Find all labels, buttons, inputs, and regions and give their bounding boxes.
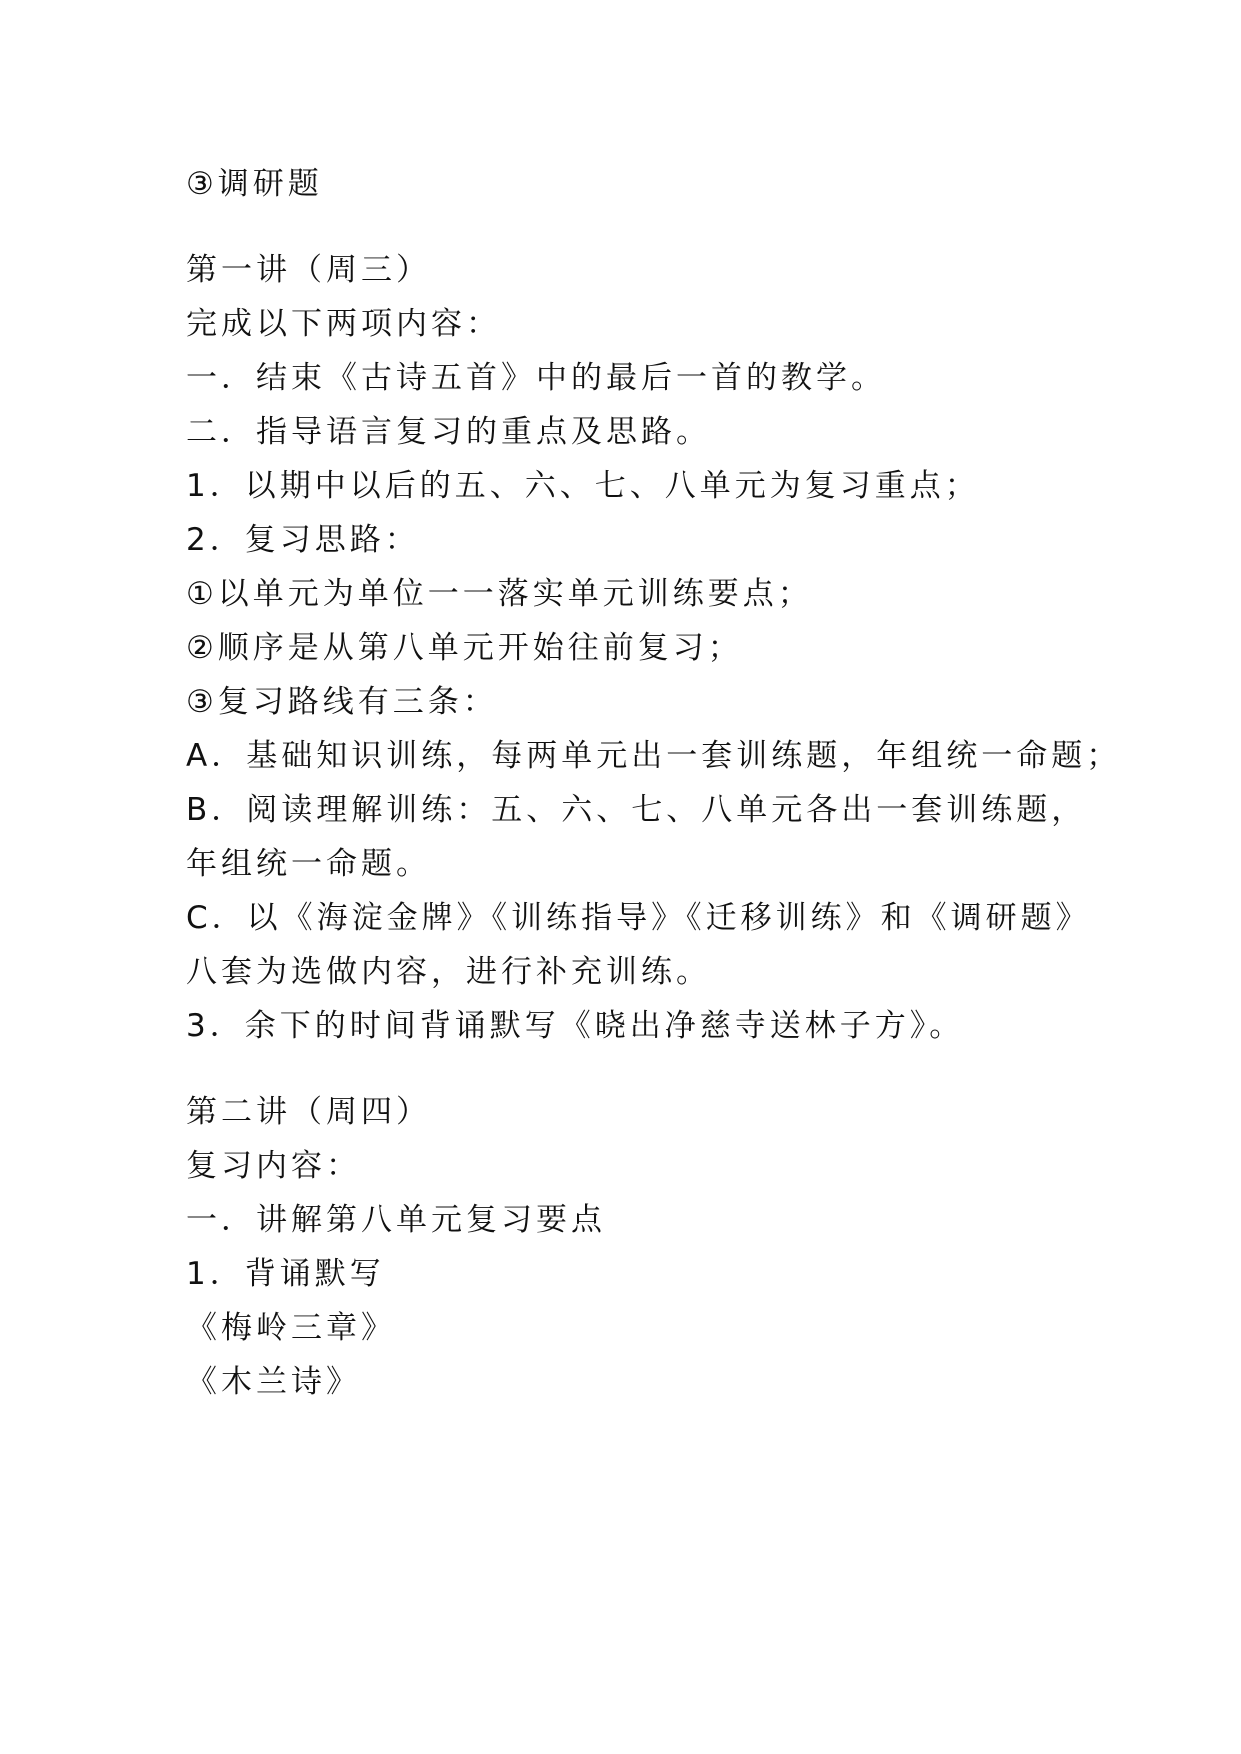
text-line: 1．以期中以后的五、六、七、八单元为复习重点； xyxy=(186,468,980,504)
line-survey-questions: ③调研题 xyxy=(186,166,323,202)
text-line: ②顺序是从第八单元开始往前复习； xyxy=(186,630,743,666)
text-line: C．以《海淀金牌》《训练指导》《迁移训练》和《调研题》 xyxy=(186,900,1091,936)
text-line: 八套为选做内容，进行补充训练。 xyxy=(186,954,711,990)
text-line: 2．复习思路： xyxy=(186,522,420,558)
text-line: A．基础知识训练，每两单元出一套训练题，年组统一命题； xyxy=(186,738,1122,774)
text-line: 一．结束《古诗五首》中的最后一首的教学。 xyxy=(186,360,886,396)
text-line: 一．讲解第八单元复习要点 xyxy=(186,1202,606,1238)
text-line: 完成以下两项内容： xyxy=(186,306,501,342)
text-line: 《梅岭三章》 xyxy=(186,1310,396,1346)
text-line: 复习内容： xyxy=(186,1148,361,1184)
text-line: 年组统一命题。 xyxy=(186,846,431,882)
text-line: 二．指导语言复习的重点及思路。 xyxy=(186,414,711,450)
text-line: ③复习路线有三条： xyxy=(186,684,498,720)
text-line: 1．背诵默写 xyxy=(186,1256,385,1292)
text-line: B．阅读理解训练：五、六、七、八单元各出一套训练题， xyxy=(186,792,1087,828)
section-heading-lecture-1: 第一讲（周三） xyxy=(186,252,431,288)
text-line: ①以单元为单位一一落实单元训练要点； xyxy=(186,576,813,612)
text-line: 3．余下的时间背诵默写《晓出净慈寺送林子方》。 xyxy=(186,1008,965,1044)
section-heading-lecture-2: 第二讲（周四） xyxy=(186,1094,431,1130)
text-line: 《木兰诗》 xyxy=(186,1364,361,1400)
